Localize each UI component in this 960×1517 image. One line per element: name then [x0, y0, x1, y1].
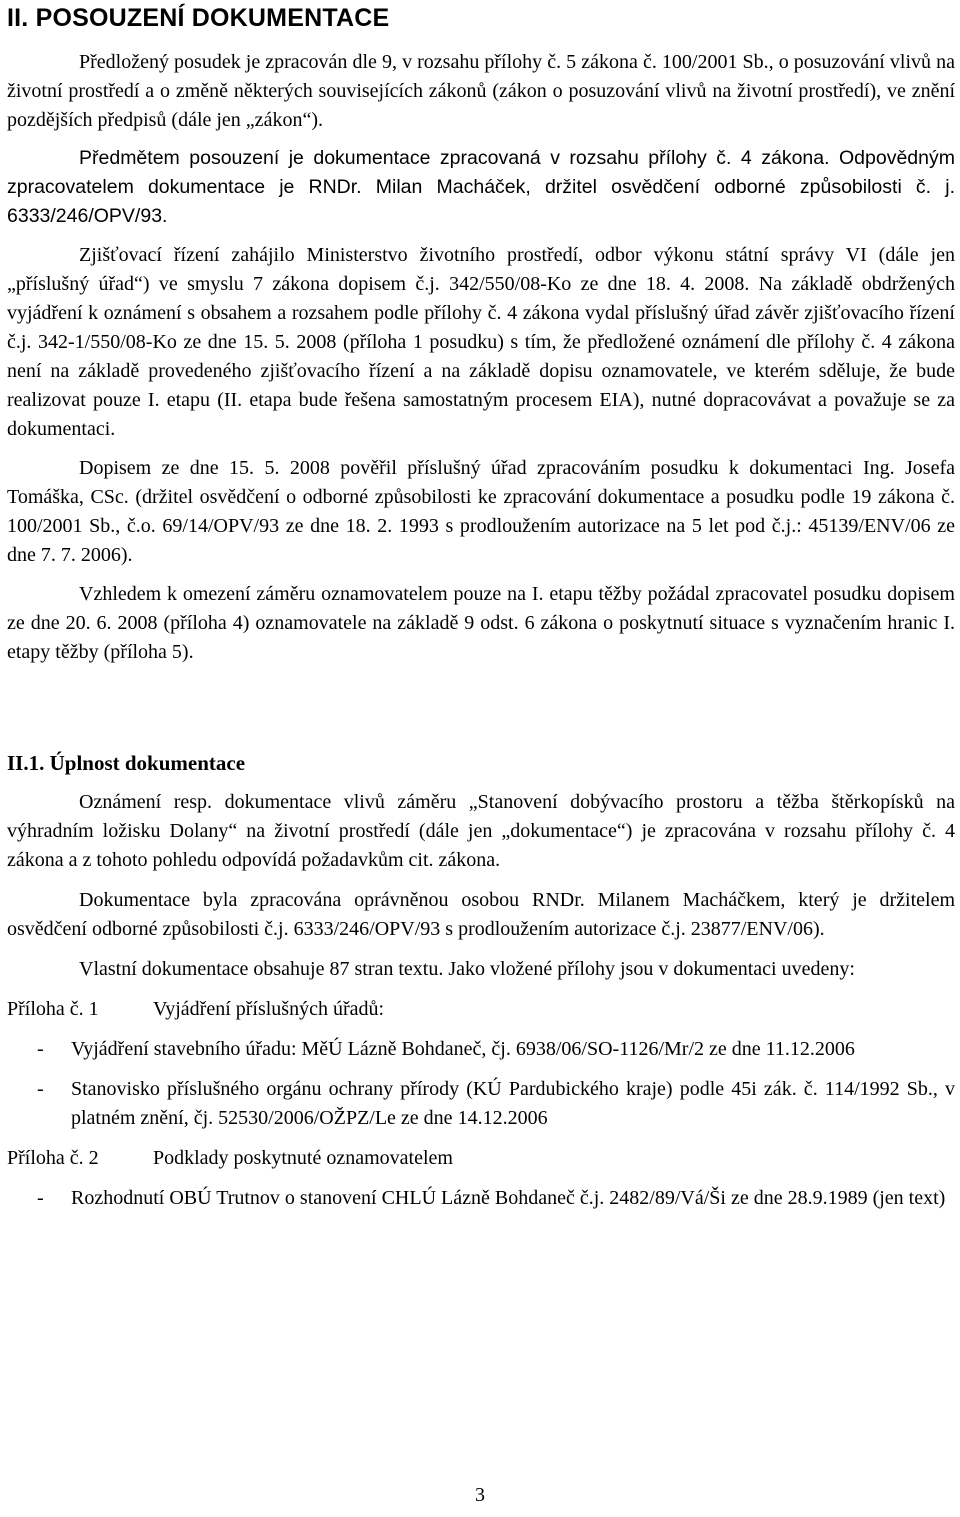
page-number: 3	[475, 1484, 485, 1506]
paragraph-subject: Předmětem posouzení je dokumentace zpracovaná v rozsahu přílohy č. 4 zákona. Odpovědným zpracovatelem dokumentace je RNDr. Milan Macháček, držitel osvědčení odborné způsobilosti č. j. 6333/246/OPV/93.	[7, 147, 955, 227]
list-item-text: Vyjádření stavebního úřadu: MěÚ Lázně Bohdaneč, čj. 6938/06/SO-1126/Mr/2 ze dne 11.12.2006	[71, 1038, 855, 1060]
paragraph-intro: Předložený posudek je zpracován dle 9, v rozsahu přílohy č. 5 zákona č. 100/2001 Sb., o posuzování vlivů na životní prostředí a o změně některých souvisejících zákonů (zákon o posuzování vlivů na životní prostředí), ve znění pozdějších předpisů (dále jen „zákon“).	[7, 51, 955, 131]
list-dash: -	[37, 1078, 44, 1100]
list-item	[7, 1075, 955, 1133]
appendix-heading-1	[7, 995, 955, 1024]
paragraph-request: Vzhledem k omezení záměru oznamovatelem pouze na I. etapu těžby požádal zpracovatel posudku dopisem ze dne 20. 6. 2008 (příloha 4) oznamovatele na základě 9 odst. 6 zákona o poskytnutí situace s vyznačením hranic I. etapy těžby (příloha 5).	[7, 583, 955, 663]
appendix-title: Vyjádření příslušných úřadů:	[153, 998, 385, 1020]
appendix-heading-2	[7, 1144, 955, 1173]
document-page	[7, 0, 955, 1213]
paragraph-contents: Vlastní dokumentace obsahuje 87 stran textu. Jako vložené přílohy jsou v dokumentaci uvedeny:	[79, 958, 855, 980]
list-item	[7, 1184, 955, 1213]
list-item	[7, 1035, 955, 1064]
appendix-label: Příloha č. 2	[7, 1147, 99, 1169]
paragraph-author: Dokumentace byla zpracována oprávněnou osobou RNDr. Milanem Macháčkem, který je držitelem osvědčení odborné způsobilosti č.j. 6333/246/OPV/93 s prodloužením autorizace č.j. 23877/ENV/06).	[7, 889, 955, 940]
appendix-title: Podklady poskytnuté oznamovatelem	[153, 1147, 453, 1169]
appendix-label: Příloha č. 1	[7, 998, 99, 1020]
list-dash: -	[37, 1038, 44, 1060]
paragraph-screening: Zjišťovací řízení zahájilo Ministerstvo životního prostředí, odbor výkonu státní správy VI (dále jen „příslušný úřad“) ve smyslu 7 zákona dopisem č.j. 342/550/08-Ko ze dne 18. 4. 2008. Na základě obdržených vyjádření k oznámení s obsahem a rozsahem podle přílohy č. 4 zákona vydal příslušný úřad závěr zjišťovacího řízení č.j. 342-1/550/08-Ko ze dne 15. 5. 2008 (příloha 1 posudku) s tím, že předložené oznámení dle přílohy č. 4 zákona není na základě provedeného zjišťovacího řízení a na základě dopisu oznamovatele, ve kterém sděluje, že bude realizovat pouze I. etapu (II. etapa bude řešena samostatným procesem EIA), nutné dopracovávat a považuje se za dokumentaci.	[7, 244, 955, 440]
paragraph-completeness: Oznámení resp. dokumentace vlivů záměru „Stanovení dobývacího prostoru a těžba štěrkopísků na výhradním ložisku Dolany“ na životní prostředí (dále jen „dokumentace“) je zpracována v rozsahu přílohy č. 4 zákona a z tohoto pohledu odpovídá požadavkům cit. zákona.	[7, 791, 955, 871]
subsection-title: II.1. Úplnost dokumentace	[7, 751, 246, 775]
section-title: II. POSOUZENÍ DOKUMENTACE	[7, 4, 390, 32]
list-item-text: Rozhodnutí OBÚ Trutnov o stanovení CHLÚ Lázně Bohdaneč č.j. 2482/89/Vá/Ši ze dne 28.9.1989 (jen text)	[71, 1187, 946, 1209]
paragraph-assignment: Dopisem ze dne 15. 5. 2008 pověřil příslušný úřad zpracováním posudku k dokumentaci Ing. Josefa Tomáška, CSc. (držitel osvědčení o odborné způsobilosti ke zpracování dokumentace a posudku podle 19 zákona č. 100/2001 Sb., č.o. 69/14/OPV/93 ze dne 18. 2. 1993 s prodloužením autorizace na 5 let pod č.j.: 45139/ENV/06 ze dne 7. 7. 2006).	[7, 457, 955, 566]
list-item-text: Stanovisko příslušného orgánu ochrany přírody (KÚ Pardubického kraje) podle 45i zák. č. 114/1992 Sb., v platném znění, čj. 52530/2006/OŽPZ/Le ze dne 14.12.2006	[71, 1078, 955, 1129]
list-dash: -	[37, 1187, 44, 1209]
